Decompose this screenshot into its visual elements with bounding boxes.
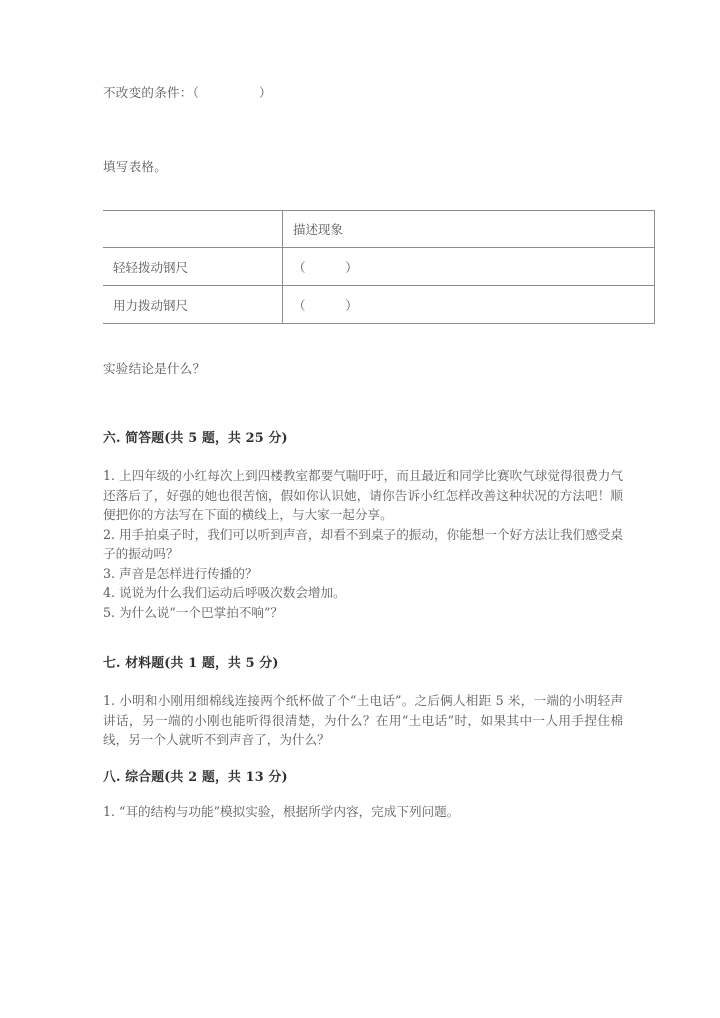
table-cell-label: 轻轻拨动钢尺 — [103, 248, 283, 286]
table-cell-answer-blank[interactable]: （ ） — [283, 286, 655, 324]
question-item: 4. 说说为什么我们运动后呼吸次数会增加。 — [103, 585, 346, 600]
fill-table-instruction: 填写表格。 — [103, 159, 168, 174]
table-row — [103, 286, 655, 324]
unchanged-condition-line: 不改变的条件：（ ） — [103, 85, 272, 100]
table-header-cell-empty — [103, 211, 283, 248]
table-header-cell-phenomenon: 描述现象 — [283, 211, 655, 248]
table-row — [103, 248, 655, 286]
experiment-table — [103, 210, 655, 324]
question-item: 1. “耳的结构与功能”模拟实验，根据所学内容，完成下列问题。 — [103, 804, 460, 819]
section-seven-questions — [103, 691, 623, 750]
section-heading-six: 六. 简答题(共 5 题，共 25 分) — [103, 431, 288, 446]
section-eight-questions — [103, 802, 623, 822]
table-cell-label: 用力拨动钢尺 — [103, 286, 283, 324]
section-six-questions — [103, 466, 623, 622]
question-item: 3. 声音是怎样进行传播的？ — [103, 565, 258, 581]
table-header-row — [103, 211, 655, 248]
conclusion-prompt: 实验结论是什么？ — [103, 361, 206, 376]
section-heading-eight: 八. 综合题(共 2 题，共 13 分) — [103, 770, 288, 785]
question-item: 1. 小明和小刚用细棉线连接两个纸杯做了个“土电话”。之后俩人相距 5 米，一端的小明轻声讲话，另一端的小刚也能听得很清楚，为什么？在用“土电话”时，如果其中一人用手捏住棉线，另一个人就听不到声音了，为什么？ — [103, 693, 623, 747]
table-cell-answer-blank[interactable]: （ ） — [283, 248, 655, 286]
question-item: 2. 用手拍桌子时，我们可以听到声音，却看不到桌子的振动，你能想一个好方法让我们感受桌子的振动吗？ — [103, 526, 623, 561]
experiment-table-wrapper — [103, 210, 655, 324]
section-heading-seven: 七. 材料题(共 1 题，共 5 分) — [103, 656, 279, 671]
question-item: 1. 上四年级的小红每次上到四楼教室都要气喘吁吁，而且最近和同学比赛吹气球觉得很费力气还落后了，好强的她也很苦恼，假如你认识她，请你告诉小红怎样改善这种状况的方法吧！顺便把你的方法写在下面的横线上，与大家一起分享。 — [103, 468, 623, 522]
question-item: 5. 为什么说“一个巴掌拍不响”？ — [103, 604, 284, 620]
